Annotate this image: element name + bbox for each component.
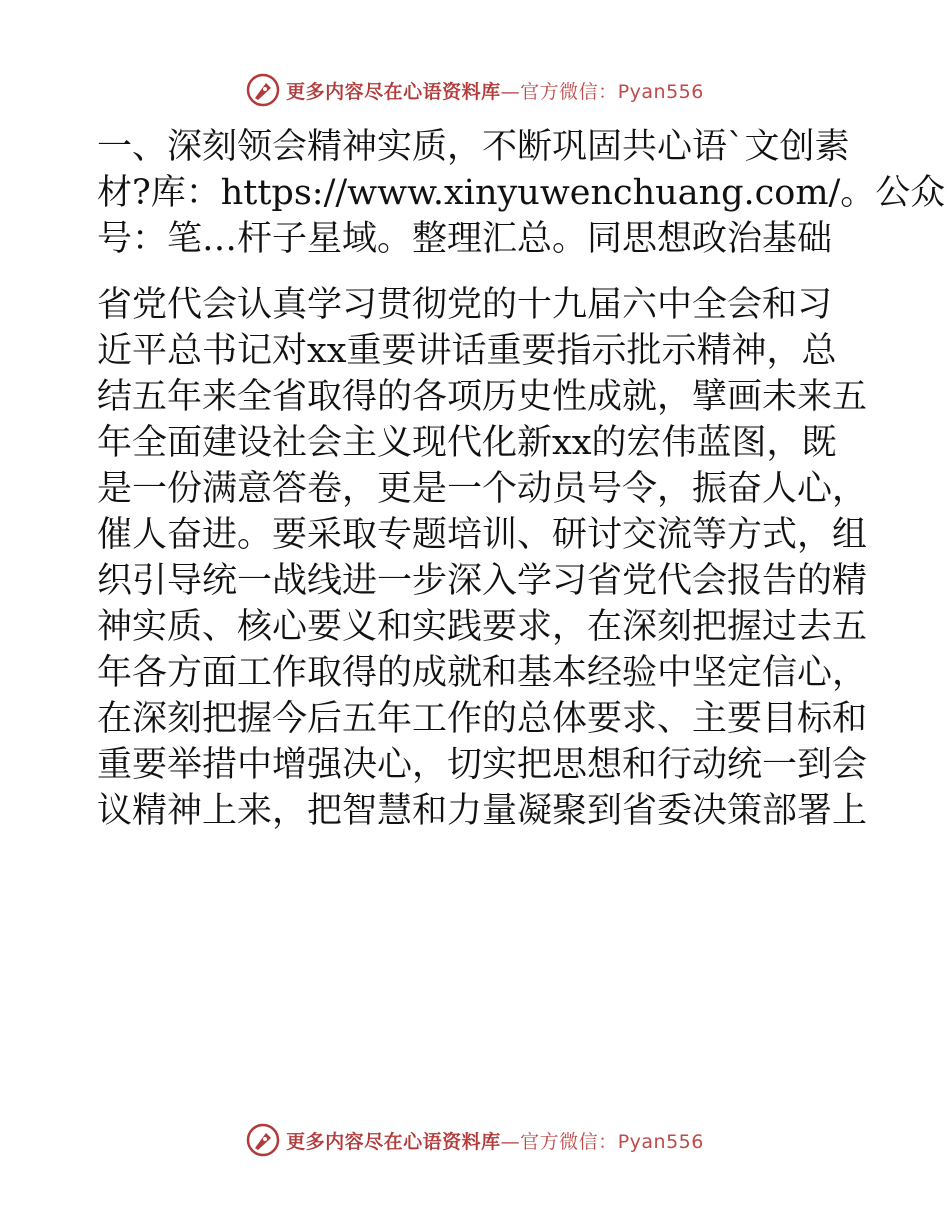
body-paragraph — [97, 282, 868, 834]
banner-slogan: 更多内容尽在心语资料库 — [286, 80, 501, 103]
body-line: 在深刻把握今后五年工作的总体要求、主要目标和 — [97, 699, 868, 739]
body-line: 是一份满意答卷，更是一个动员号令，振奋人心， — [97, 469, 868, 509]
body-line: 近平总书记对xx重要讲话重要指示批示精神，总 — [97, 331, 837, 371]
body-line: 年各方面工作取得的成就和基本经验中坚定信心， — [97, 653, 868, 693]
banner-slogan: 更多内容尽在心语资料库 — [286, 1130, 501, 1153]
banner-content — [246, 1123, 704, 1157]
banner-text — [286, 1127, 704, 1154]
pen-nib-logo-icon — [246, 1123, 280, 1157]
body-line: 神实质、核心要义和实践要求，在深刻把握过去五 — [97, 607, 868, 647]
banner-content — [246, 73, 704, 107]
body-line: 结五年来全省取得的各项历史性成就，擘画未来五 — [97, 377, 868, 417]
body-line: 重要举措中增强决心，切实把思想和行动统一到会 — [97, 745, 868, 785]
banner-wechat-label: 官方微信： — [520, 80, 618, 103]
banner-separator: — — [500, 80, 521, 103]
body-line: 织引导统一战线进一步深入学习省党代会报告的精 — [97, 561, 868, 601]
heading-line: 号：笔…杆子星域。整理汇总。同思想政治基础 — [97, 219, 833, 259]
body-line: 议精神上来，把智慧和力量凝聚到省委决策部署上 — [97, 791, 868, 831]
header-banner — [0, 70, 950, 110]
body-line: 年全面建设社会主义现代化新xx的宏伟蓝图，既 — [97, 423, 837, 463]
body-line: 省党代会认真学习贯彻党的十九届六中全会和习 — [97, 285, 833, 325]
body-line: 催人奋进。要采取专题培训、研讨交流等方式，组 — [97, 515, 868, 555]
banner-text — [286, 77, 704, 104]
section-heading — [97, 124, 946, 262]
banner-wechat-id: Pyan556 — [617, 80, 704, 103]
banner-wechat-id: Pyan556 — [617, 1130, 704, 1153]
pen-nib-logo-icon — [246, 73, 280, 107]
banner-wechat-label: 官方微信： — [520, 1130, 618, 1153]
heading-line: 材?库：https://www.xinyuwenchuang.com/。公众 — [97, 173, 946, 213]
document-content — [97, 124, 946, 834]
banner-separator: — — [500, 1130, 521, 1153]
footer-banner — [0, 1120, 950, 1160]
heading-line: 一、深刻领会精神实质，不断巩固共心语`文创素 — [97, 127, 850, 167]
